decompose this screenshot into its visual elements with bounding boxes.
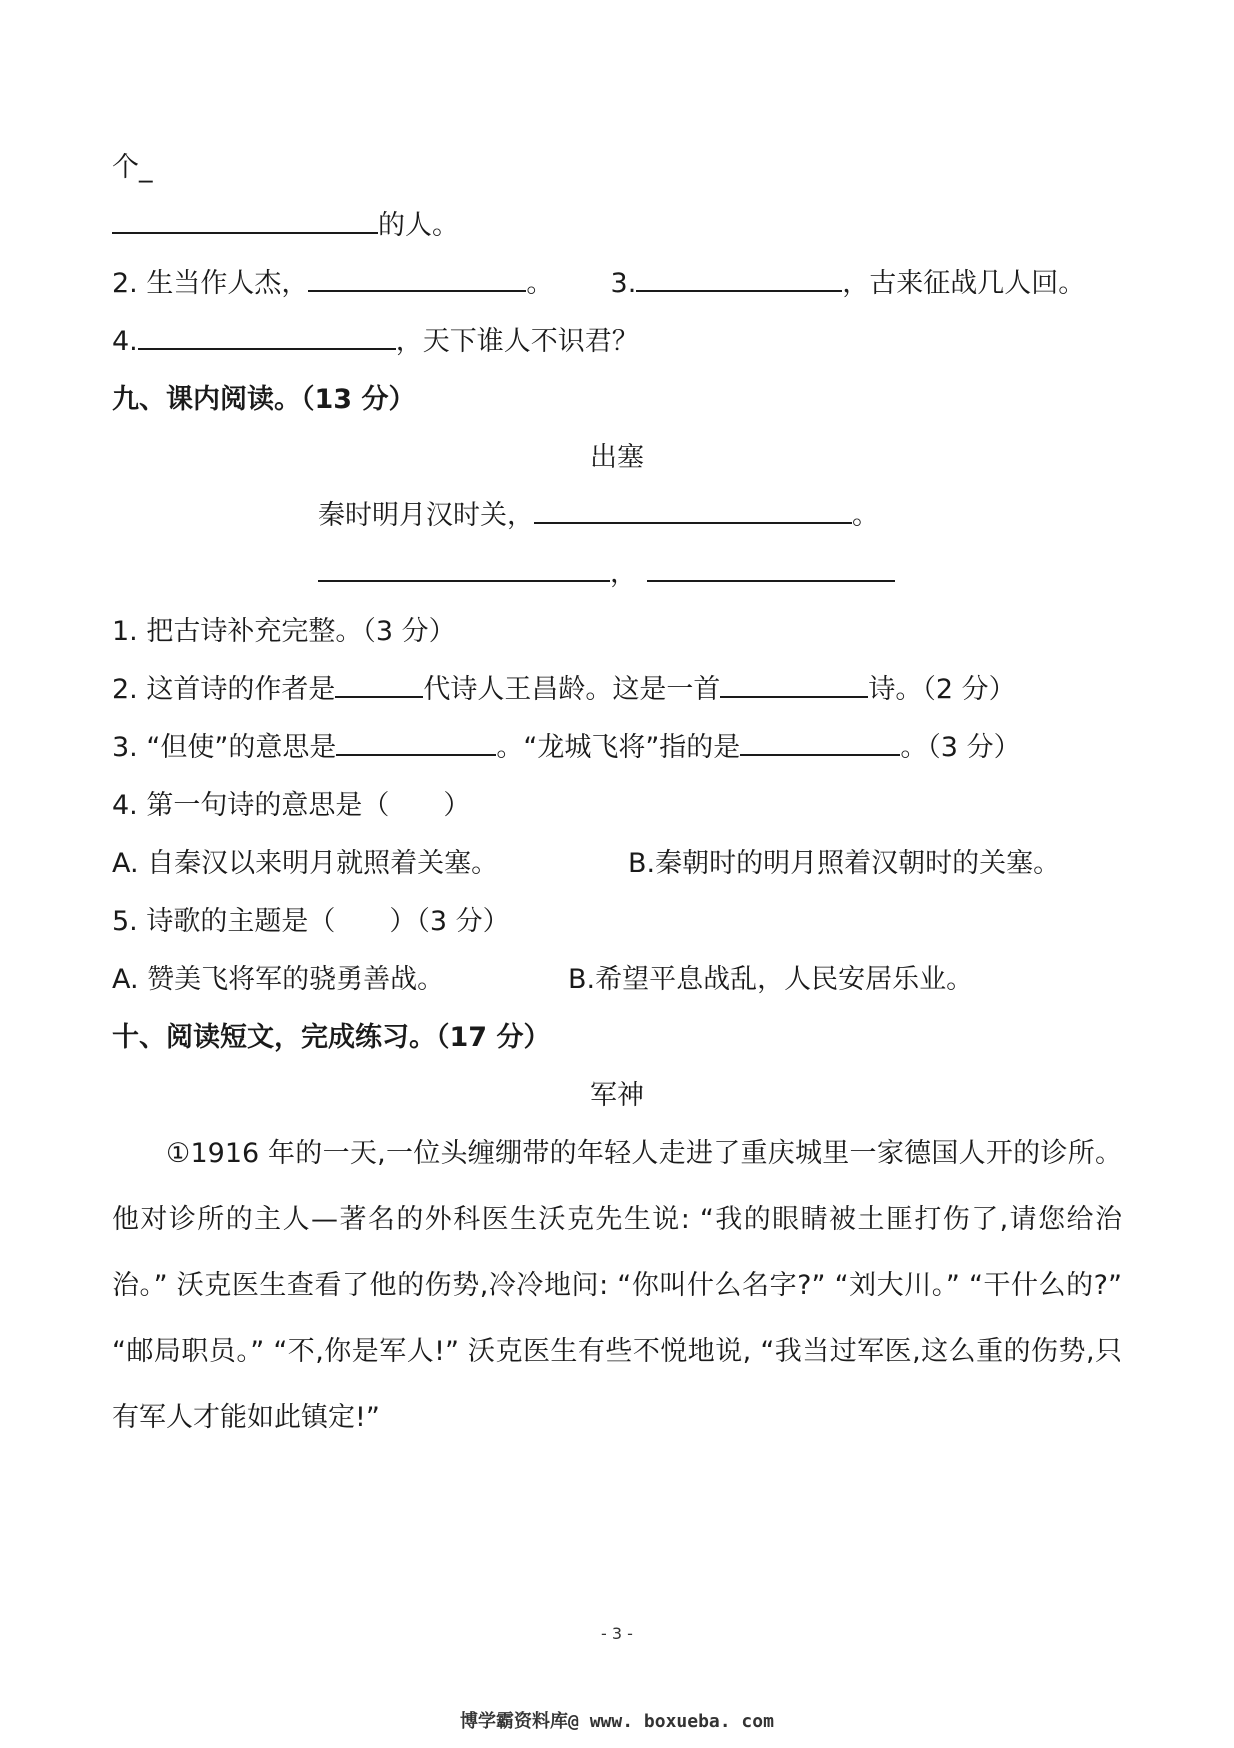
poem-line-1: 秦时明月汉时关， 。 [318,496,879,536]
fill-question-1-end: 的人。 [112,206,459,246]
answer-blank[interactable] [534,496,852,524]
question-3: 3. “但使”的意思是 。“龙城飞将”指的是 。（3 分） [112,728,1021,768]
question-4-option-b: B.秦朝时的明月照着汉朝时的关塞。 [628,848,1061,879]
passage-title: 军神 [590,1080,644,1111]
section-9-heading: 九、课内阅读。（13 分） [112,384,416,415]
fill-question-4: 4. ，天下谁人不识君？ [112,322,639,362]
answer-blank[interactable] [138,322,396,350]
footer-watermark: 博学霸资料库@ www. boxueba. com [460,1711,774,1732]
question-2: 2. 这首诗的作者是 代诗人王昌龄。这是一首 诗。（2 分） [112,670,1016,710]
fill-question-2-3: 2. 生当作人杰， 。 3. ，古来征战几人回。 [112,264,1085,304]
answer-blank[interactable] [308,264,526,292]
passage-paragraph: ①1916 年的一天,一位头缠绷带的年轻人走进了重庆城里一家德国人开的诊所。他对诊所的主人—著名的外科医生沃克先生说: “我的眼睛被土匪打伤了,请您给治治。” 沃克医生查看了他的伤势,冷冷地问: “你叫什么名字?” “刘大川。” “干什么的?” “邮局职员。” “不,你是军人!” 沃克医生有些不悦地说, “我当过军医,这么重的伤势,只有军人才能如此镇定!” [112,1138,1122,1433]
answer-blank[interactable] [336,728,496,756]
answer-blank[interactable] [318,554,610,582]
answer-blank[interactable] [740,728,900,756]
answer-blank[interactable] [720,670,868,698]
question-5-option-b: B.希望平息战乱，人民安居乐业。 [568,964,974,995]
question-5-option-a: A. 赞美飞将军的骁勇善战。 [112,964,445,995]
answer-blank[interactable] [335,670,423,698]
answer-blank[interactable] [636,264,842,292]
poem-title: 出塞 [590,442,644,473]
section-10-heading: 十、阅读短文，完成练习。（17 分） [112,1022,551,1053]
answer-blank[interactable] [647,554,895,582]
question-4: 4. 第一句诗的意思是（ ） [112,790,471,821]
question-1: 1. 把古诗补充完整。（3 分） [112,616,456,647]
fill-line-fragment: 个_ [112,152,153,183]
page-number: - 3 - [601,1624,633,1643]
answer-blank[interactable] [112,206,378,234]
question-4-option-a: A. 自秦汉以来明月就照着关塞。 [112,848,499,879]
poem-line-2: ， [318,554,895,594]
question-5: 5. 诗歌的主题是（ ）（3 分） [112,906,510,937]
